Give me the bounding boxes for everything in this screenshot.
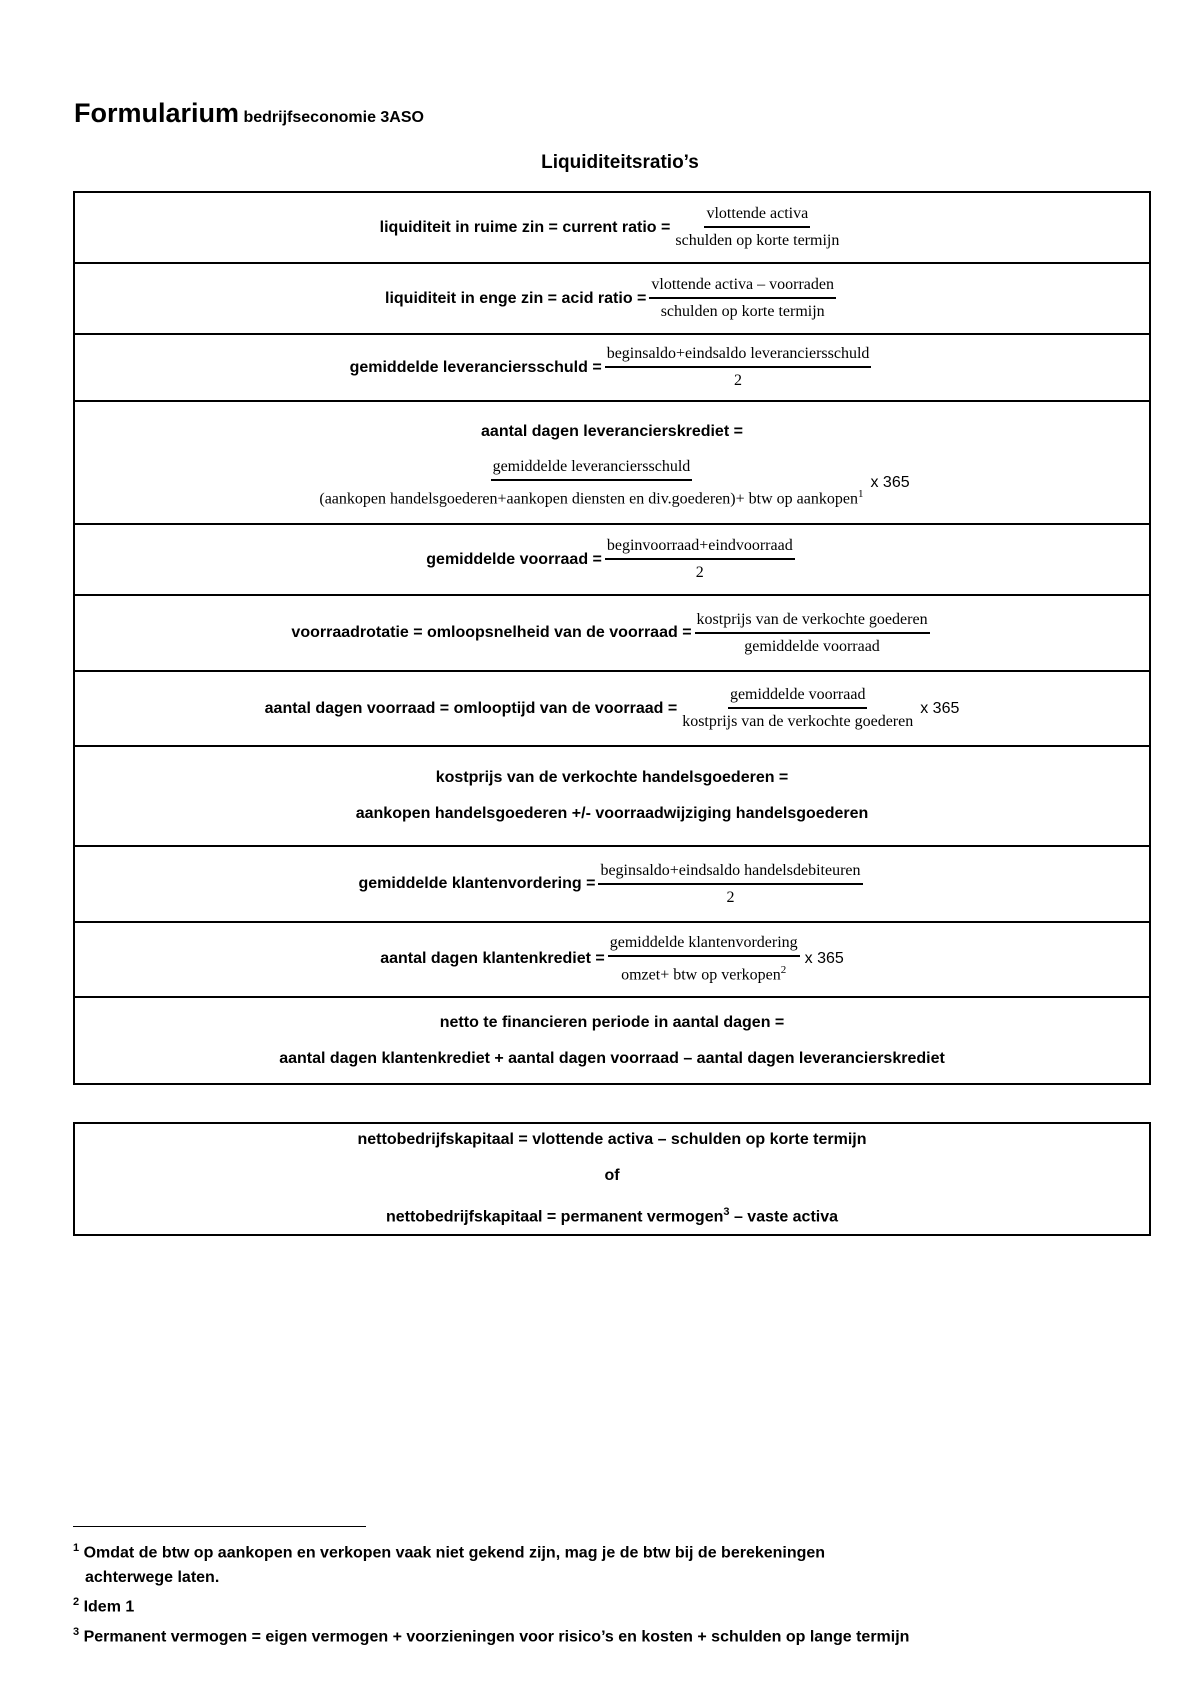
formula-row-current-ratio	[75, 193, 1149, 264]
numerator: vlottende activa – voorraden	[649, 274, 836, 299]
fraction	[673, 203, 841, 252]
formula-row-gem-klantenvordering	[75, 847, 1149, 923]
denominator: 2	[734, 372, 743, 389]
denominator: schulden op korte termijn	[660, 303, 825, 320]
formula-line: nettobedrijfskapitaal = permanent vermogen$^3$ – vaste activa	[385, 1206, 839, 1226]
formula-table	[73, 191, 1151, 1085]
footnote-ref: 3	[723, 1206, 730, 1219]
formula-line: kostprijs van de verkochte handelsgoederen =	[435, 769, 789, 786]
formula-label: gemiddelde voorraad =	[426, 550, 602, 568]
numerator: beginsaldo+eindsaldo leveranciersschuld	[605, 343, 872, 368]
numerator: vlottende activa	[704, 203, 810, 228]
fraction	[680, 684, 915, 733]
formula-row-kostprijs	[75, 747, 1149, 847]
denominator: omzet+ btw op verkopen$^2$	[621, 964, 787, 984]
fraction	[605, 535, 795, 584]
formula-label: gemiddelde klantenvordering =	[358, 875, 596, 892]
fraction	[608, 932, 800, 986]
fraction	[605, 343, 872, 392]
formula-row-dagen-voorraad	[75, 672, 1149, 747]
formula-row-acid-ratio	[75, 264, 1149, 335]
fraction	[695, 609, 930, 658]
footnote-3: $^3$ Permanent vermogen = eigen vermogen + voorzieningen voor risico’s en kosten + schulden op lange termijn	[73, 1625, 910, 1645]
numerator: beginvoorraad+eindvoorraad	[605, 535, 795, 560]
formula-label: aantal dagen voorraad = omlooptijd van de voorraad =	[264, 699, 678, 717]
denominator: kostprijs van de verkochte goederen	[682, 713, 914, 730]
multiplier: x 365	[804, 950, 844, 968]
formula-line: netto te financieren periode in aantal dagen =	[439, 1013, 785, 1031]
footnote-1-continued: achterwege laten.	[85, 1569, 220, 1587]
multiplier: x 365	[920, 699, 960, 717]
fraction	[598, 860, 862, 909]
formula-row-dagen-klantenkrediet	[75, 923, 1149, 998]
formula-label: aantal dagen leverancierskrediet =	[481, 423, 743, 441]
formula-label: gemiddelde leveranciersschuld =	[349, 358, 602, 376]
document-subtitle: bedrijfseconomie 3ASO	[243, 109, 424, 126]
footnote-ref: 1	[857, 488, 864, 501]
multiplier: x 365	[870, 474, 910, 492]
nettobedrijfskapitaal-row	[75, 1124, 1149, 1234]
formula-row-netto-periode	[75, 998, 1149, 1083]
fraction	[317, 456, 865, 510]
formula-row-gem-voorraad	[75, 525, 1149, 596]
denominator: 2	[726, 888, 735, 906]
denominator: 2	[695, 564, 704, 581]
footnote-separator	[73, 1526, 366, 1527]
formula-row-voorraadrotatie	[75, 596, 1149, 672]
numerator: kostprijs van de verkochte goederen	[695, 609, 930, 634]
formula-label: liquiditeit in ruime zin = current ratio =	[379, 218, 671, 236]
document-title: Formularium	[74, 98, 240, 128]
footnote-2: $^2$ Idem 1	[73, 1596, 135, 1616]
footnote-ref: 2	[780, 964, 787, 977]
or-label: of	[604, 1167, 620, 1185]
formula-label: voorraadrotatie = omloopsnelheid van de voorraad =	[291, 624, 692, 641]
denominator: (aankopen handelsgoederen+aankopen diensten en div.goederen)+ btw op aankopen$^1$	[319, 488, 864, 508]
page-title	[74, 98, 424, 129]
nettobedrijfskapitaal-box	[73, 1122, 1151, 1236]
footnotes	[73, 1536, 909, 1649]
formula-line: aantal dagen klantenkrediet + aantal dagen voorraad – aantal dagen leverancierskrediet	[279, 1049, 945, 1067]
numerator: gemiddelde voorraad	[728, 684, 868, 709]
numerator: gemiddelde leveranciersschuld	[491, 456, 693, 481]
numerator: beginsaldo+eindsaldo handelsdebiteuren	[598, 860, 862, 885]
formula-row-dagen-leverancierskrediet	[75, 402, 1149, 525]
formula-line: aankopen handelsgoederen +/- voorraadwijziging handelsgoederen	[355, 805, 869, 822]
formula-line: nettobedrijfskapitaal = vlottende activa – schulden op korte termijn	[357, 1131, 867, 1149]
footnote-1: $^1$ Omdat de btw op aankopen en verkopen vaak niet gekend zijn, mag je de btw bij de berekeningen	[73, 1542, 826, 1562]
section-heading: Liquiditeitsratio’s	[541, 152, 699, 173]
formula-row-gem-leveranciersschuld	[75, 335, 1149, 402]
fraction	[649, 274, 836, 323]
formula-label: aantal dagen klantenkrediet =	[380, 950, 605, 968]
formula-label: liquiditeit in enge zin = acid ratio =	[385, 289, 647, 307]
denominator: schulden op korte termijn	[675, 232, 840, 249]
numerator: gemiddelde klantenvordering	[608, 932, 800, 957]
denominator: gemiddelde voorraad	[744, 637, 880, 655]
